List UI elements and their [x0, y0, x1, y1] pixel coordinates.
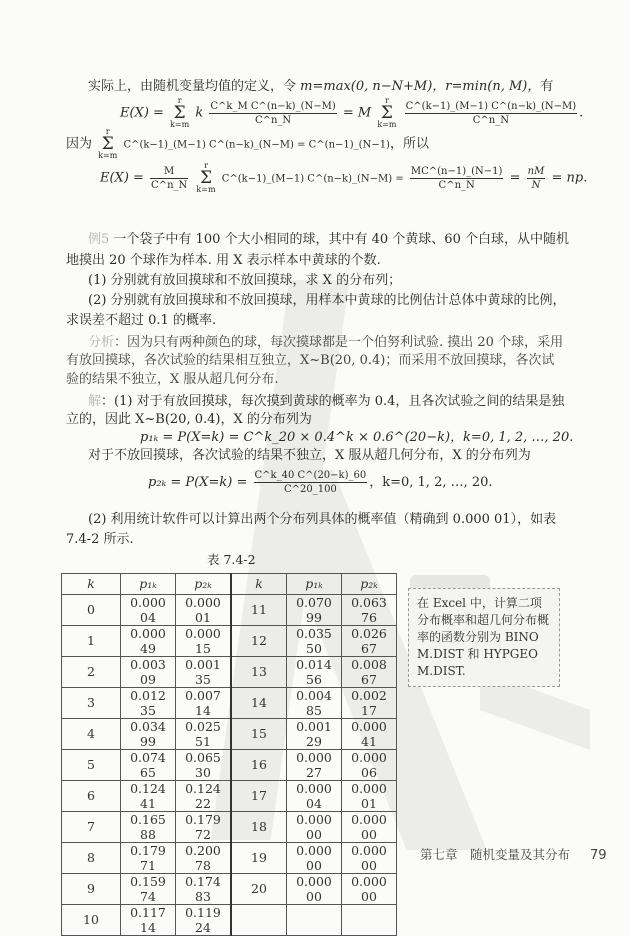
- table-cell: 0.003 09: [121, 656, 176, 687]
- table-cell: 5: [62, 749, 121, 780]
- sum-expression: C^(k−1)_(M−1) C^(n−k)_(N−M) =: [221, 173, 404, 185]
- table-cell: 0.074 65: [121, 749, 176, 780]
- sum-upper: r: [385, 96, 389, 105]
- probability-table: [61, 573, 397, 936]
- fraction: [150, 165, 188, 192]
- table-row: [62, 842, 397, 873]
- denominator: C^n_N: [254, 114, 292, 126]
- analysis-line-1: [88, 335, 563, 351]
- table-row: [62, 904, 397, 935]
- table-cell: 0.034 99: [121, 718, 176, 749]
- table-cell: 0.000 00: [287, 842, 342, 873]
- formula-expectation-1: [120, 97, 583, 129]
- paragraph-because: [66, 128, 429, 160]
- example-label: 例5: [88, 232, 110, 247]
- table-cell: 0.000 00: [342, 842, 397, 873]
- formula-end: = np.: [551, 170, 588, 186]
- header-k: k: [62, 574, 121, 595]
- text: 实际上，由随机变量均值的定义，令: [88, 79, 301, 94]
- table-row: [62, 749, 397, 780]
- text: ：因为只有两种颜色的球，每次摸球都是一个伯努利试验. 摸出 20 个球，采用: [114, 335, 564, 350]
- table-cell: 0.000 27: [287, 749, 342, 780]
- table-cell: 18: [231, 811, 287, 842]
- header-p2k: p₂ₖ: [342, 574, 397, 595]
- table-cell: 1: [62, 625, 121, 656]
- table-cell: [287, 904, 342, 935]
- table-cell: 16: [231, 749, 287, 780]
- denominator: N: [531, 179, 541, 191]
- denominator: C^20_100: [283, 484, 337, 495]
- table-cell: 15: [231, 718, 287, 749]
- table-cell: 4: [62, 718, 121, 749]
- table-cell: 17: [231, 780, 287, 811]
- sum-lower: k=m: [98, 151, 118, 160]
- header-p1k: p₁ₖ: [287, 574, 342, 595]
- table-cell: 14: [231, 687, 287, 718]
- table-cell: 20: [231, 873, 287, 904]
- table-cell: 0.000 04: [287, 780, 342, 811]
- table-cell: [231, 904, 287, 935]
- table-row: [62, 873, 397, 904]
- table-cell: 0.002 17: [342, 687, 397, 718]
- table-cell: 9: [62, 873, 121, 904]
- solution-label: 解: [88, 394, 102, 409]
- solution-line-5: 7.4-2 所示.: [66, 532, 134, 547]
- solution-line-1: [88, 394, 564, 410]
- table-row: [62, 656, 397, 687]
- table-cell: 0.070 99: [287, 594, 342, 625]
- table-cell: 0: [62, 594, 121, 625]
- solution-line-3: 对于不放回摸球，各次试验的结果不独立，X 服从超几何分布，X 的分布列为: [88, 448, 531, 463]
- example-question-1: (1) 分别就有放回摸球和不放回摸球，求 X 的分布列；: [88, 273, 402, 288]
- denominator: C^n_N: [151, 179, 188, 191]
- table-cell: 0.117 14: [121, 904, 176, 935]
- paragraph-mean-definition: [88, 79, 553, 95]
- table-cell: 19: [231, 842, 287, 873]
- formula-expectation-2: [100, 162, 587, 194]
- formula-lhs: p₂ₖ = P(X=k) =: [148, 475, 248, 490]
- table-caption: 表 7.4-2: [207, 552, 256, 567]
- table-cell: 3: [62, 687, 121, 718]
- sum-lower: k=m: [377, 120, 397, 129]
- m-definition: m=max(0, n−N+M)，: [300, 79, 446, 94]
- table-cell: 13: [231, 656, 287, 687]
- formula-binomial: p₁ₖ = P(X=k) = C^k_20 × 0.4^k × 0.6^(20−k)，k=0, 1, 2, …, 20.: [140, 430, 574, 445]
- sidenote-excel: 在 Excel 中，计算二项分布概率和超几何分布概率的函数分别为 BINOM.DIST 和 HYPGEOM.DIST.: [408, 588, 560, 687]
- fraction: [254, 469, 368, 496]
- table-cell: 0.012 35: [121, 687, 176, 718]
- sidenote-tab: [410, 575, 490, 588]
- formula-end: ，k=0, 1, 2, …, 20.: [369, 475, 493, 490]
- equals: =: [509, 170, 521, 186]
- table-cell: 10: [62, 904, 121, 935]
- solution-line-4: (2) 利用统计软件可以计算出两个分布列具体的概率值（精确到 0.000 01），如表: [88, 512, 557, 527]
- denominator: C^n_N: [438, 179, 475, 191]
- table-cell: [342, 904, 397, 935]
- summation: r Σ k=m: [170, 96, 190, 129]
- table-cell: 0.000 00: [287, 811, 342, 842]
- text: ，所以: [389, 136, 429, 152]
- table-cell: 2: [62, 656, 121, 687]
- table-cell: 0.000 00: [342, 873, 397, 904]
- page-footer: [420, 845, 607, 863]
- table-cell: 0.000 01: [342, 780, 397, 811]
- header-p2k: p₂ₖ: [176, 574, 232, 595]
- table-cell: 0.165 88: [121, 811, 176, 842]
- analysis-label: 分析: [88, 335, 115, 350]
- example-line-1: [88, 232, 569, 248]
- text: 有: [540, 79, 554, 94]
- table-cell: 6: [62, 780, 121, 811]
- table-cell: 0.179 72: [176, 811, 232, 842]
- table-cell: 8: [62, 842, 121, 873]
- table-cell: 0.063 76: [342, 594, 397, 625]
- formula-hypergeometric: [148, 469, 493, 496]
- table-header-row: [62, 574, 397, 595]
- table-cell: 0.179 71: [121, 842, 176, 873]
- fraction: [410, 165, 504, 192]
- analysis-line-3: 验的结果不独立，X 服从超几何分布.: [66, 372, 279, 387]
- table-row: [62, 718, 397, 749]
- table-body: [62, 594, 397, 935]
- table-row: [62, 687, 397, 718]
- formula-lhs: E(X) =: [100, 170, 149, 186]
- sum-lower: k=m: [196, 185, 216, 194]
- table-cell: 0.000 04: [121, 594, 176, 625]
- table-row: [62, 594, 397, 625]
- table-cell: 0.007 14: [176, 687, 232, 718]
- analysis-line-2: 有放回摸球，各次试验的结果相互独立，X~B(20, 0.4)；而采用不放回摸球，各次试: [66, 353, 555, 368]
- summation: r Σ k=m: [196, 161, 216, 194]
- numerator: nM: [527, 165, 545, 177]
- table-cell: 0.000 15: [176, 625, 232, 656]
- chapter-title: 第七章 随机变量及其分布: [420, 847, 571, 862]
- identity-expression: C^(k−1)_(M−1) C^(n−k)_(N−M) = C^(n−1)_(N−1): [123, 139, 390, 151]
- numerator: C^k_M C^(n−k)_(N−M): [210, 100, 336, 112]
- numerator: MC^(n−1)_(N−1): [410, 165, 503, 177]
- factor-k: k: [195, 105, 204, 121]
- text: 一个袋子中有 100 个大小相同的球，其中有 40 个黄球、60 个白球，从中随机: [113, 232, 569, 247]
- example-question-2: (2) 分别就有放回摸球和不放回摸球，用样本中黄球的比例估计总体中黄球的比例，: [88, 293, 566, 308]
- summation: r Σ k=m: [377, 96, 397, 129]
- table-cell: 0.000 41: [342, 718, 397, 749]
- fraction: [527, 165, 546, 192]
- table-cell: 0.065 30: [176, 749, 232, 780]
- table-cell: 0.014 56: [287, 656, 342, 687]
- table-cell: 0.200 78: [176, 842, 232, 873]
- example-question-2-cont: 求误差不超过 0.1 的概率.: [66, 313, 217, 328]
- page-number: 79: [590, 848, 607, 863]
- table-cell: 0.000 00: [342, 811, 397, 842]
- sum-upper: r: [177, 96, 182, 105]
- period: .: [579, 105, 584, 121]
- text: ：(1) 对于有放回摸球，每次摸到黄球的概率为 0.4，且各次试验之间的结果是独: [101, 394, 565, 409]
- table-cell: 7: [62, 811, 121, 842]
- table-cell: 0.174 83: [176, 873, 232, 904]
- table-cell: 11: [231, 594, 287, 625]
- table-cell: 0.159 74: [121, 873, 176, 904]
- table-cell: 0.119 24: [176, 904, 232, 935]
- table-cell: 0.026 67: [342, 625, 397, 656]
- table-cell: 0.001 35: [176, 656, 232, 687]
- table-cell: 0.004 85: [287, 687, 342, 718]
- formula-mid: = M: [342, 105, 372, 121]
- summation: r Σ k=m: [98, 127, 118, 160]
- denominator: C^n_N: [472, 114, 510, 126]
- table-cell: 12: [231, 625, 287, 656]
- table-cell: 0.025 51: [176, 718, 232, 749]
- table-row: [62, 625, 397, 656]
- sum-lower: k=m: [170, 120, 190, 129]
- numerator: C^k_40 C^(20−k)_60: [254, 470, 367, 481]
- table-cell: 0.000 06: [342, 749, 397, 780]
- numerator: C^(k−1)_(M−1) C^(n−k)_(N−M): [405, 100, 577, 112]
- numerator: M: [150, 165, 188, 179]
- r-definition: r=min(n, M)，: [445, 79, 541, 94]
- fraction: [209, 100, 336, 127]
- header-k: k: [231, 574, 287, 595]
- header-p1k: p₁ₖ: [121, 574, 176, 595]
- table-cell: 0.001 29: [287, 718, 342, 749]
- table-cell: 0.124 41: [121, 780, 176, 811]
- fraction: [405, 100, 577, 127]
- sum-upper: r: [105, 127, 110, 136]
- example-line-2: 地摸出 20 个球作为样本. 用 X 表示样本中黄球的个数.: [66, 253, 381, 268]
- table-row: [62, 811, 397, 842]
- table-cell: 0.124 22: [176, 780, 232, 811]
- table-cell: 0.000 01: [176, 594, 232, 625]
- formula-lhs: E(X) =: [120, 105, 169, 121]
- table-cell: 0.000 49: [121, 625, 176, 656]
- table-cell: 0.000 00: [287, 873, 342, 904]
- solution-line-2: 立的，因此 X~B(20, 0.4)，X 的分布列为: [66, 412, 312, 427]
- table-row: [62, 780, 397, 811]
- table-cell: 0.008 67: [342, 656, 397, 687]
- sum-upper: r: [204, 161, 208, 170]
- text: 因为: [66, 136, 93, 152]
- table-cell: 0.035 50: [287, 625, 342, 656]
